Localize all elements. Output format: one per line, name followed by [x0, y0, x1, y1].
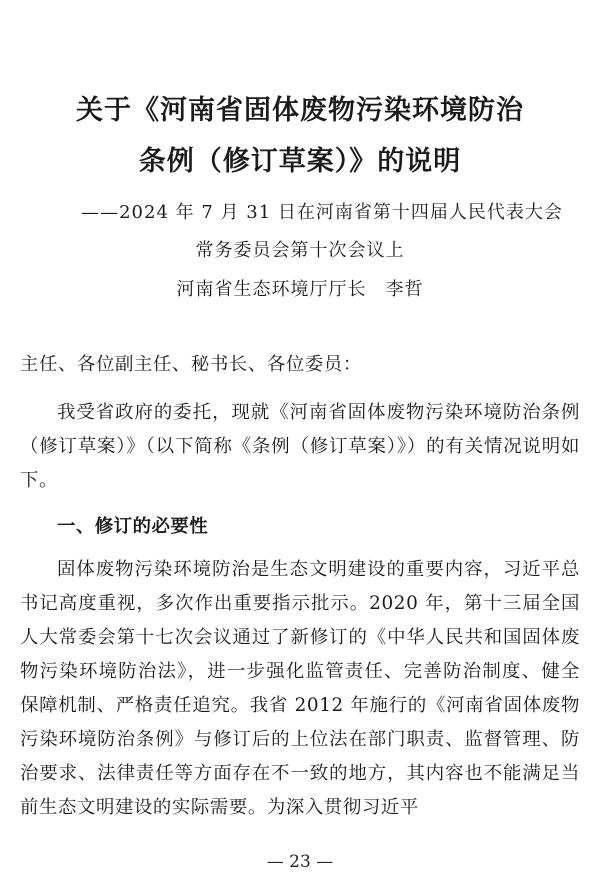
document-title-line-1: 关于《河南省固体废物污染环境防治 — [76, 95, 524, 126]
section-heading-necessity: 一、修订的必要性 — [57, 516, 209, 537]
page-number: — 23 — — [266, 852, 334, 872]
salutation: 主任、各位副主任、秘书长、各位委员： — [20, 354, 362, 375]
byline-meeting: 常务委员会第十次会议上 — [195, 240, 405, 261]
byline-speaker: 河南省生态环境厅厅长 李哲 — [176, 279, 424, 300]
byline-date-venue: ——2024 年 7 月 31 日在河南省第十四届人民代表大会 — [81, 202, 563, 223]
document-title-line-2: 条例（修订草案）》的说明 — [138, 146, 462, 177]
intro-paragraph: 我受省政府的委托，现就《河南省固体废物污染环境防治条例（修订草案）》（以下简称《条例（修订草案）》）的有关情况说明如下。 — [20, 402, 580, 491]
necessity-paragraph: 固体废物污染环境防治是生态文明建设的重要内容，习近平总书记高度重视，多次作出重要指示批示。2020 年，第十三届全国人大常委会第十七次会议通过了新修订的《中华人民共和国固体废物污染环境防治法》，进一步强化监管责任、完善防治制度、健全保障机制、严格责任追究。我省 2012 年施行的《河南省固体废物污染环境防治条例》与修订后的上位法在部门职责、监督管理、防治要求、法律责任等方面存在不一致的地方，其内容也不能满足当前生态文明建设的实际需要。为深入贯彻习近平 — [20, 559, 580, 818]
